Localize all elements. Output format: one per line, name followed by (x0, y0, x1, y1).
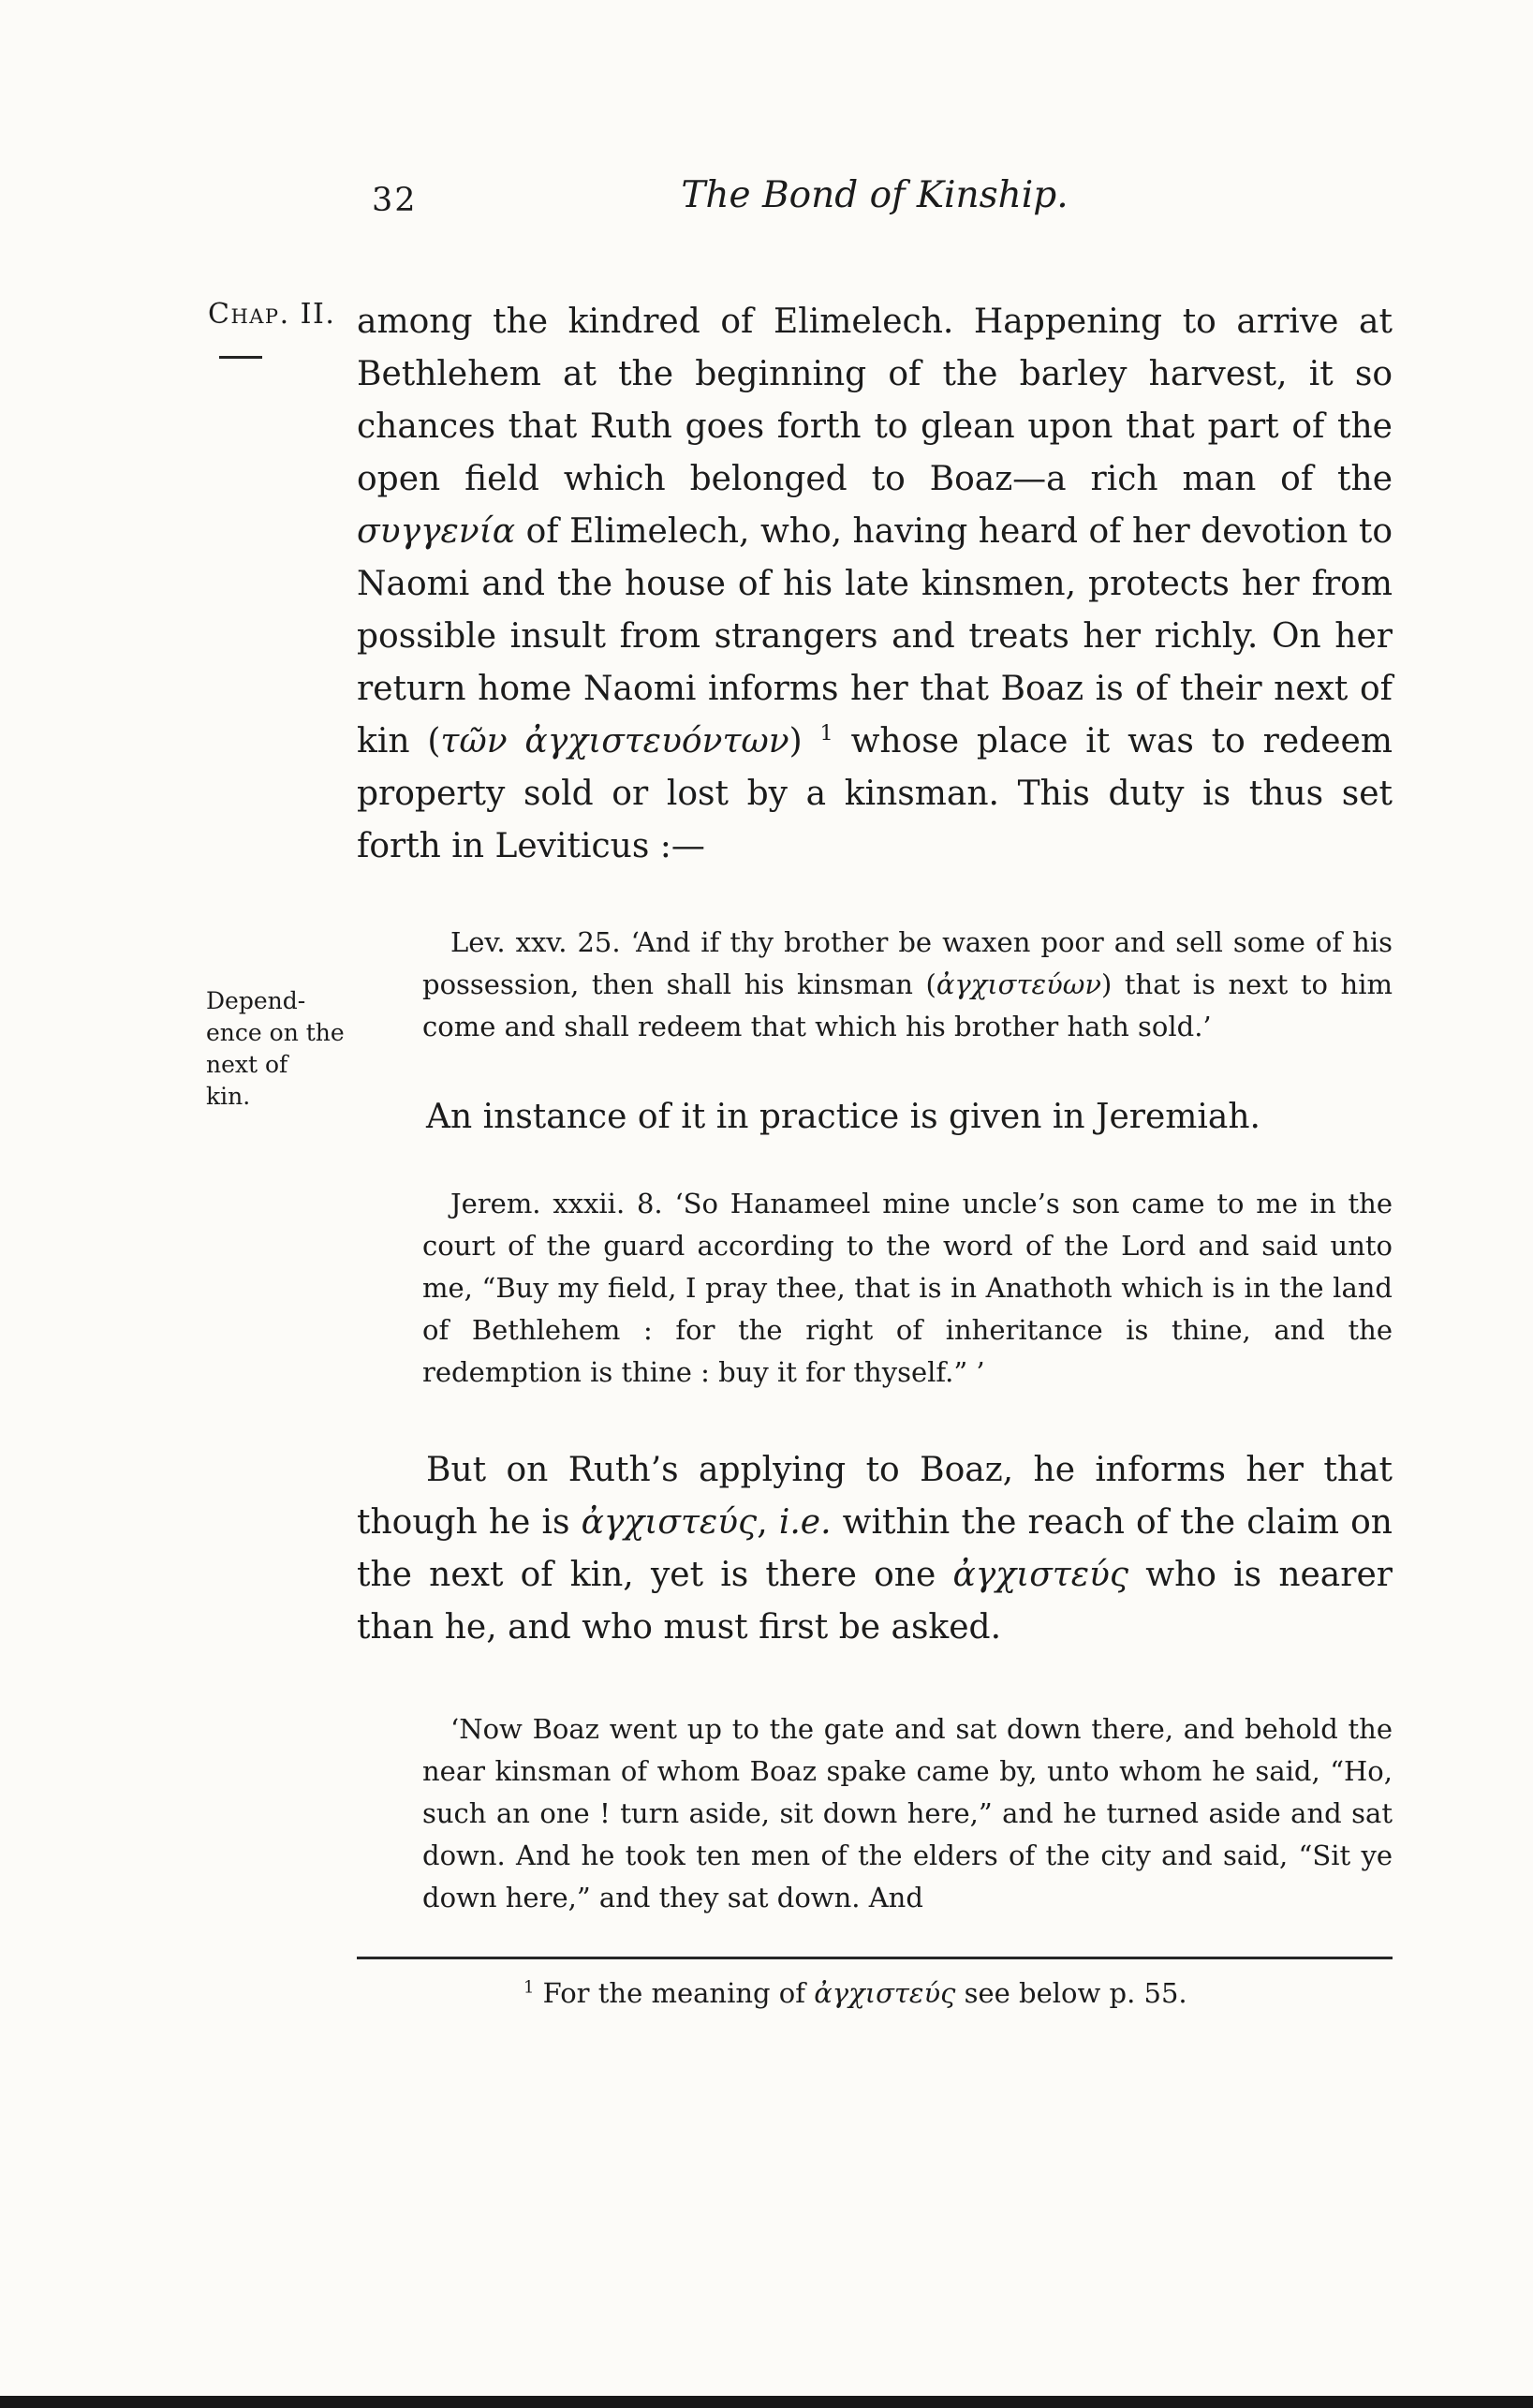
blockquote-boaz-gate: ‘Now Boaz went up to the gate and sat down there, and behold the near kinsman of whom Boaz spake came by, unto whom he said, “Ho, such an one ! turn aside, sit down here,” and he turned aside and sat down. And he took ten men of the elders of the city and said, “Sit ye down here,” and they sat down. And (422, 1713, 1393, 1913)
paragraph-text: among the kindred of Elimelech. Happening to arrive at Bethlehem at the beginning of the barley harvest, it so chances that Ruth goes forth to glean upon that part of the open field which belonged to Boaz—a rich man of the (357, 303, 1393, 498)
footnote-number: 1 (523, 1977, 535, 1998)
greek-term: ἀγχιστεύων (936, 968, 1101, 1000)
paragraph-text: within the reach of the claim on the next of kin, yet is there one (357, 1503, 1393, 1594)
running-title: The Bond of Kinship. (681, 174, 1069, 216)
chapter-rule (219, 356, 262, 359)
footnote-text: For the meaning of (534, 1977, 815, 2009)
margin-note-line: Depend- (206, 987, 306, 1014)
footnote-text: see below p. 55. (955, 1977, 1187, 2009)
quote-citation: Jerem. xxxii. 8. (450, 1188, 663, 1219)
quote-text: ‘And if thy brother be waxen poor and sell some of his possession, then shall his kinsman ( (422, 926, 1393, 1000)
margin-side-note (206, 985, 352, 1113)
paragraph-text: , (757, 1503, 779, 1542)
paragraph-text: whose place it was to redeem property sold or lost by a kinsman. This duty is thus set forth in Leviticus :— (357, 722, 1393, 865)
paragraph-text: ) (789, 722, 820, 761)
footnote (523, 1972, 1393, 2015)
margin-note-line: kin. (206, 1083, 251, 1110)
paragraph-main (357, 296, 1393, 873)
quote-text: ) that is next to him come and shall redeem that which his brother hath sold.’ (422, 968, 1393, 1042)
page-header (357, 174, 1393, 227)
page-number: 32 (372, 182, 418, 219)
quote-text: ‘So Hanameel mine uncle’s son came to me in the court of the guard according to the word of the Lord and said unto me, “Buy my field, I pray thee, that is in Anathoth which is in the land of Bethlehem : for the right of inheritance is thine, and the redemption is thine : buy it for thyself.” ’ (422, 1188, 1393, 1388)
paragraph-text: of Elimelech, who, having heard of her devotion to Naomi and the house of his late kinsmen, protects her from possible insult from strangers and treats her richly. On her return home Naomi informs her that Boaz is of their next of kin ( (357, 512, 1393, 761)
blockquote-jeremiah (422, 1183, 1393, 1394)
greek-term: ἀγχιστεύς (581, 1503, 758, 1542)
paragraph-ruth (357, 1444, 1393, 1654)
greek-term: ἀγχιστεύς (952, 1556, 1129, 1594)
paragraph-instance: An instance of it in practice is given in Jeremiah. (426, 1098, 1260, 1136)
margin-chapter-label: Chap. II. (208, 298, 336, 331)
scan-edge-artifact (0, 2396, 1533, 2408)
greek-term: τῶν ἀγχιστευόντων (440, 722, 789, 761)
margin-note-line: ence on the (206, 1019, 345, 1046)
paragraph-text: who is nearer than he, and who must first be asked. (357, 1556, 1393, 1647)
paragraph-text: But on Ruth’s applying to Boaz, he informs her that though he is (357, 1451, 1393, 1542)
footnote-rule (357, 1957, 1393, 1959)
greek-term: ἀγχιστεύς (814, 1977, 956, 2009)
quote-citation: Lev. xxv. 25. (450, 926, 621, 958)
blockquote-leviticus (422, 922, 1393, 1048)
footnote-reference-marker: 1 (819, 721, 833, 746)
margin-note-line: next of (206, 1051, 288, 1078)
latin-abbreviation: i.e. (778, 1503, 832, 1542)
greek-term: συγγενία (357, 512, 516, 551)
text-column (357, 174, 1393, 2015)
